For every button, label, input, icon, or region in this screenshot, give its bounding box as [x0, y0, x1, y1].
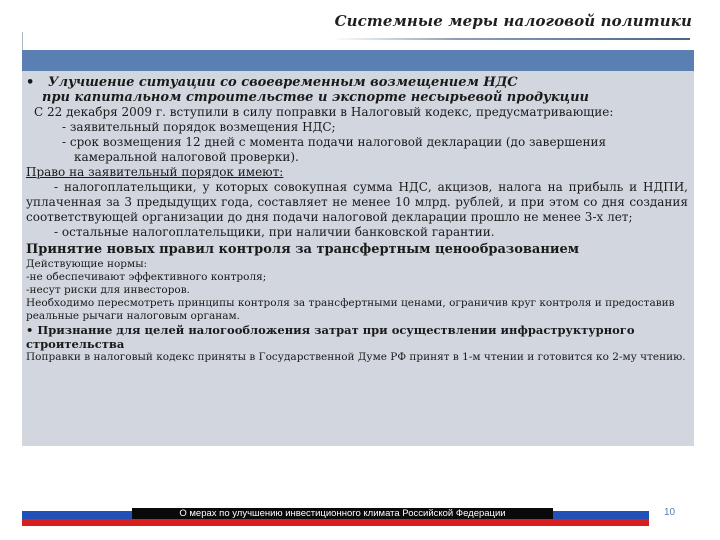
section2-line2: -не обеспечивают эффективного контроля; — [26, 271, 267, 283]
section3-heading — [26, 323, 688, 351]
left-divider — [22, 32, 23, 50]
title-underline — [332, 38, 690, 40]
section2-line3: -несут риски для инвесторов. — [26, 284, 190, 296]
content-panel — [22, 50, 694, 446]
footer-label: О мерах по улучшению инвестиционного климата Российской Федерации — [132, 508, 553, 519]
section3-heading-text: Признание для целей налогообложения затрат при осуществлении инфраструктурного строительства — [26, 323, 635, 351]
section1-intro: С 22 декабря 2009 г. вступили в силу поправки в Налоговый кодекс, предусматривающие: — [34, 105, 614, 119]
section1-item1: - заявительный порядок возмещения НДС; — [62, 120, 336, 134]
section1-heading-line2: при капитальном строительстве и экспорте несырьевой продукции — [42, 90, 589, 105]
eligibility-item1: - налогоплательщики, у которых совокупная сумма НДС, акцизов, налога на прибыль и НДПИ, уплаченная за 3 предыдущих года, составляет не менее 10 млрд. рублей, и при этом со дня создания соответствующей организации до дня подачи налоговой декларации прошло не менее 3-х лет; — [26, 180, 688, 224]
section2-line1: Действующие нормы: — [26, 258, 148, 270]
slide-title: Системные меры налоговой политики — [334, 12, 692, 30]
page-number: 10 — [664, 507, 676, 518]
section1-item2-line1: - срок возмещения 12 дней с момента подачи налоговой декларации (до завершения — [62, 135, 607, 149]
content-body — [26, 75, 688, 364]
eligibility-item2: - остальные налогоплательщики, при наличии банковской гарантии. — [54, 225, 495, 239]
bullet-icon: • — [26, 323, 34, 337]
eligibility-heading: Право на заявительный порядок имеют: — [26, 165, 284, 179]
section3-text: Поправки в налоговый кодекс приняты в Государственной Думе РФ принят в 1-м чтении и готовится ко 2-му чтению. — [26, 351, 686, 363]
section1-heading-line1: Улучшение ситуации со своевременным возмещением НДС — [48, 75, 518, 90]
bullet-icon: • — [26, 75, 35, 90]
section2-line4: Необходимо пересмотреть принципы контроля за трансфертными ценами, ограничив круг контроля и предоставив реальные рычаги налоговым органам. — [26, 297, 675, 322]
section1-heading — [26, 75, 688, 90]
section1-item2-line2: камеральной налоговой проверки). — [74, 150, 299, 164]
section2-heading: Принятие новых правил контроля за трансфертным ценообразованием — [26, 242, 580, 257]
